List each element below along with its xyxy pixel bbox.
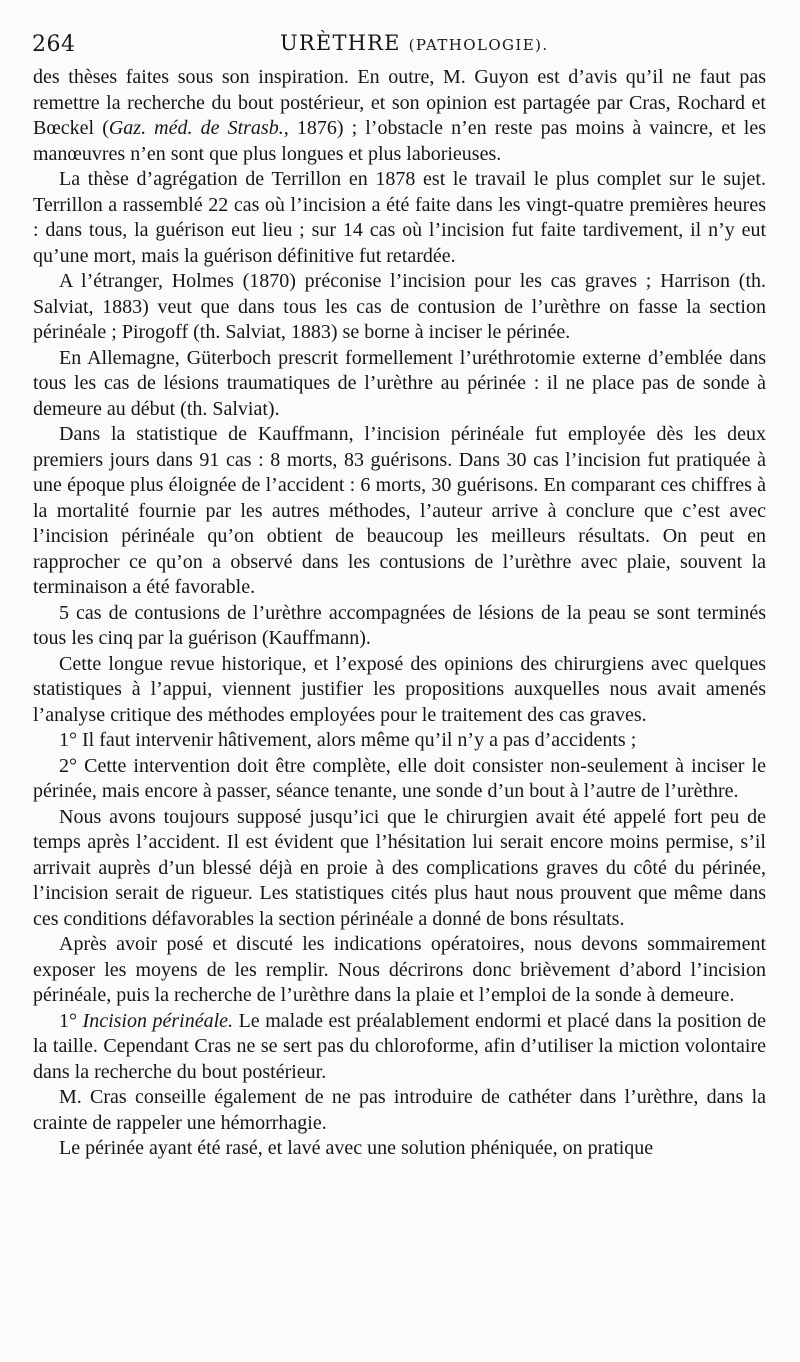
paragraph bbox=[33, 1085, 766, 1136]
running-head bbox=[280, 31, 549, 55]
paragraph bbox=[33, 1009, 766, 1086]
paragraph bbox=[33, 754, 766, 805]
text-segment: Après avoir posé et discuté les indications opératoires, nous devons sommairement exposer les moyens de les remplir. Nous décrirons donc brièvement d’abord l’incision périnéale, puis la recherche de l’urèthre dans la plaie et l’emploi de la sonde à demeure. bbox=[33, 933, 766, 1006]
text-segment: Le périnée ayant été rasé, et lavé avec une solution phéniquée, on pratique bbox=[59, 1137, 654, 1159]
paragraph bbox=[33, 422, 766, 601]
paragraph bbox=[33, 65, 766, 167]
paragraph bbox=[33, 346, 766, 423]
page-header bbox=[32, 28, 768, 60]
text-segment: Nous avons toujours supposé jusqu’ici que le chirurgien avait été appelé fort peu de temps après l’accident. Il est évident que l’hésitation lui serait encore moins permise, s’il arrivait auprès d’un blessé déjà en proie à des complications graves du côté du périnée, l’incision serait de rigueur. Les statistiques cités plus haut nous prouvent que même dans ces conditions défavorables la section périnéale a donné de bons résultats. bbox=[33, 805, 766, 930]
text-segment: Le malade est préalablement endormi et placé dans la position de la taille. Cependant Cras ne se sert pas du chloroforme, afin d’utiliser la miction volontaire dans la recherche du bout postérieur. bbox=[33, 1009, 766, 1083]
text-segment: La thèse d’agrégation de Terrillon en 1878 est le travail le plus complet sur le sujet. Terrillon a rassemblé 22 cas où l’incision a été faite dans les vingt-quatre premières heures : dans tous, la guérison eut lieu ; sur 14 cas où l’incision fut faite tardivement, il n’y eut qu’une mort, mais la guérison définitive fut retardée. bbox=[33, 168, 766, 267]
running-head-subtitle: (PATHOLOGIE). bbox=[408, 36, 549, 54]
text-segment: , 1876) ; l’obstacle n’en reste pas moins à vaincre, et les manœuvres n’en sont que plus longues et plus laborieuses. bbox=[33, 117, 767, 165]
italic-text: Incision périnéale. bbox=[82, 1009, 234, 1032]
text-segment: Cette longue revue historique, et l’exposé des opinions des chirurgiens avec quelques statistiques à l’appui, viennent justifier les propositions auxquelles nous avait amenés l’analyse critique des méthodes employées pour le traitement des cas graves. bbox=[33, 652, 766, 726]
paragraph bbox=[33, 805, 766, 933]
paragraph bbox=[33, 652, 766, 729]
page-number: 264 bbox=[32, 32, 76, 57]
body-text bbox=[33, 65, 766, 1162]
text-segment: 2° Cette intervention doit être complète, elle doit consister non-seulement à inciser le périnée, mais encore à passer, séance tenante, une sonde d’un bout à l’autre de l’urèthre. bbox=[33, 754, 766, 802]
paragraph bbox=[33, 167, 766, 269]
text-segment: A l’étranger, Holmes (1870) préconise l’incision pour les cas graves ; Harrison (th. Salviat, 1883) veut que dans tous les cas de contusion de l’urèthre on fasse la section périnéale ; Pirogoff (th. Salviat, 1883) se borne à inciser le périnée. bbox=[33, 270, 766, 343]
italic-text: Gaz. méd. de Strasb. bbox=[108, 117, 284, 139]
paragraph bbox=[33, 269, 766, 346]
text-segment: 1° Il faut intervenir hâtivement, alors même qu’il n’y a pas d’accidents ; bbox=[59, 729, 637, 751]
text-segment: des thèses faites sous son inspiration. En outre, M. Guyon est d’avis qu’il ne faut pas remettre la recherche du bout postérieur, et son opinion est partagée par Cras, Rochard et Bœckel ( bbox=[33, 66, 766, 139]
text-segment: En Allemagne, Güterboch prescrit formellement l’uréthrotomie externe d’emblée dans tous les cas de lésions traumatiques de l’urèthre au périnée : il ne place pas de sonde à demeure au début (th. Salviat). bbox=[33, 346, 766, 420]
text-segment: 5 cas de contusions de l’urèthre accompagnées de lésions de la peau se sont terminés tous les cinq par la guérison (Kauffmann). bbox=[33, 601, 766, 649]
paragraph bbox=[33, 728, 766, 754]
text-segment: 1° bbox=[59, 1009, 83, 1032]
paragraph bbox=[33, 932, 766, 1009]
paragraph bbox=[33, 1136, 766, 1162]
paragraph bbox=[33, 601, 766, 652]
running-head-title: URÈTHRE bbox=[280, 31, 401, 55]
text-segment: M. Cras conseille également de ne pas introduire de cathéter dans l’urèthre, dans la crainte de rappeler une hémorrhagie. bbox=[33, 1086, 766, 1134]
text-segment: Dans la statistique de Kauffmann, l’incision périnéale fut employée dès les deux premiers jours dans 91 cas : 8 morts, 83 guérisons. Dans 30 cas l’incision fut pratiquée à une époque plus éloignée de l’accident : 6 morts, 30 guérisons. En comparant ces chiffres à la mortalité fournie par les autres méthodes, l’auteur arrive à conclure que c’est avec l’incision périnéale qu’on obtient de beaucoup les meilleurs résultats. On peut en rapprocher ce qu’on a observé dans les contusions de l’urèthre avec plaie, souvent la terminaison a été favorable. bbox=[33, 423, 766, 598]
